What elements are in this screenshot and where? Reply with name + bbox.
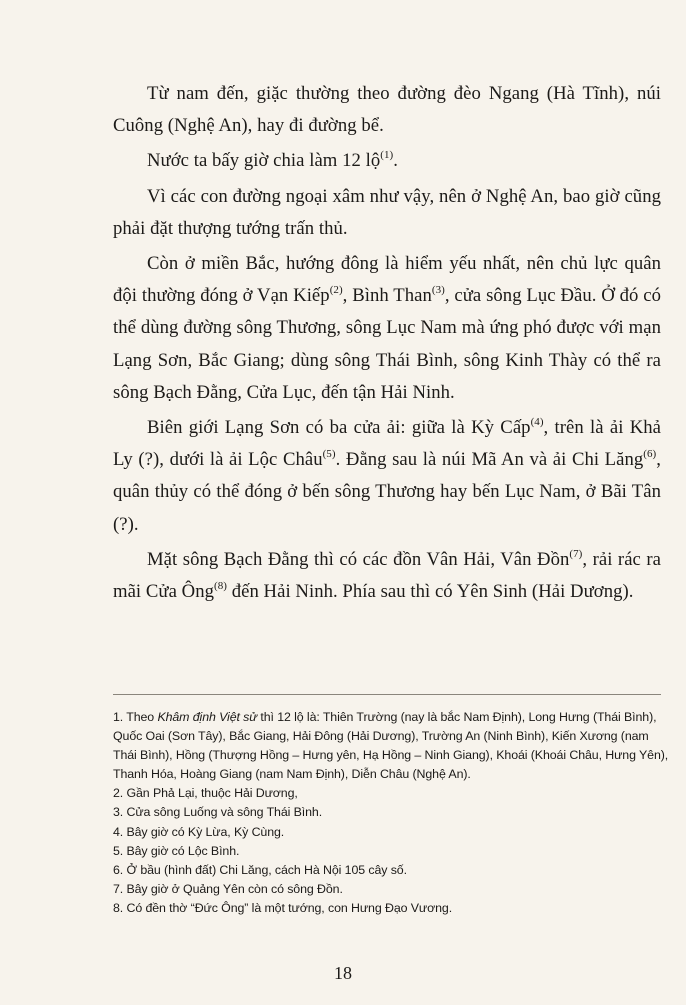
footnote-ref: (5) (322, 448, 336, 461)
footnote-ref: (2) (329, 284, 343, 297)
footnote-ref: (1) (380, 149, 394, 162)
paragraph (113, 544, 661, 608)
text-run: thì 12 lộ là: Thiên Trường (nay là bắc Nam Định), Long Hưng (Thái Bình), Quốc Oai (Sơn Tây), Bắc Giang, Hải Đông (Hải Dương), Trường An (Ninh Bình), Kiến Xương (nam Thái Bình), Hồng (Thượng Hồng – Hưng yên, Hạ Hồng – Ninh Giang), Khoái (Khoái Châu, Hưng Yên), Thanh Hóa, Hoàng Giang (nam Nam Định), Diễn Châu (Nghệ An). (113, 710, 669, 782)
text-run: Từ nam đến, giặc thường theo đường đèo Ngang (Hà Tĩnh), núi Cuông (Nghệ An), hay đi đường bể. (113, 83, 661, 137)
text-run: . (393, 150, 398, 172)
text-run: . Đằng sau là núi Mã An và ải Chi Lăng (335, 449, 644, 471)
text-run: Nước ta bấy giờ chia làm 12 lộ (147, 150, 381, 172)
footnote (113, 803, 673, 822)
footnote (113, 823, 673, 842)
footnote (113, 708, 673, 784)
text-run: , rải rác ra mãi Cửa Ông (113, 548, 661, 603)
paragraph (113, 145, 661, 177)
footnote (113, 784, 673, 803)
text-run: 1. Theo (113, 710, 158, 724)
paragraph (113, 181, 661, 245)
text-run: Vì các con đường ngoại xâm như vậy, nên ở Nghệ An, bao giờ cũng phải đặt thượng tướng trấn thủ. (113, 185, 661, 239)
footnote (113, 880, 673, 899)
text-run: 5. Bây giờ có Lộc Bình. (113, 843, 240, 858)
text-run: đến Hải Ninh. Phía sau thì có Yên Sinh (Hải Dương). (226, 581, 634, 603)
footnote-ref: (6) (643, 448, 657, 461)
text-run: 4. Bây giờ có Kỳ Lừa, Kỳ Cùng. (113, 824, 285, 839)
text-run: , cửa sông Lục Đầu. Ở đó có thể dùng đường sông Thương, sông Lục Nam mà ứng phó được với mạn Lạng Sơn, Bắc Giang; dùng sông Thái Bình, sông Kinh Thày có thể ra sông Bạch Đằng, Cửa Lục, đến tận Hải Ninh. (113, 285, 662, 403)
footnote-ref: (8) (214, 580, 227, 593)
italic-title: Khâm định Việt sử (157, 710, 258, 724)
text-run: 2. Gần Phả Lại, thuộc Hải Dương, (113, 786, 298, 801)
text-run: Biên giới Lạng Sơn có ba cửa ải: giữa là Kỳ Cấp (147, 417, 531, 439)
footnote-divider (113, 694, 661, 695)
text-run: , trên là ải Khả Ly (?), dưới là ải Lộc Châu (113, 417, 661, 471)
footnotes (113, 708, 673, 918)
footnote-ref: (7) (569, 547, 583, 560)
page-number: 18 (334, 963, 352, 983)
body-text (113, 78, 661, 611)
text-run: 3. Cửa sông Luống và sông Thái Bình. (113, 805, 323, 820)
text-run: Mặt sông Bạch Đằng thì có các đồn Vân Hải, Vân Đồn (147, 548, 570, 570)
paragraph (113, 248, 661, 409)
text-run: 7. Bây giờ ở Quảng Yên còn có sông Đồn. (113, 881, 343, 896)
text-run: 8. Có đền thờ “Đức Ông” là một tướng, con Hưng Đạo Vương. (113, 900, 453, 915)
text-run: 6. Ở bầu (hình đất) Chi Lăng, cách Hà Nội 105 cây số. (113, 862, 407, 877)
footnote (113, 861, 673, 880)
footnote-ref: (3) (431, 284, 445, 297)
paragraph (113, 412, 661, 541)
text-run: , quân thủy có thể đóng ở bến sông Thương hay bến Lục Nam, ở Bãi Tân (?). (113, 449, 661, 535)
text-run: , Bình Than (342, 285, 432, 307)
footnote (113, 842, 673, 861)
footnote-ref: (4) (530, 416, 544, 429)
footnote (113, 899, 673, 918)
text-run: Còn ở miền Bắc, hướng đông là hiểm yếu nhất, nên chủ lực quân đội thường đóng ở Vạn Kiếp (113, 253, 661, 307)
paragraph (113, 78, 661, 142)
